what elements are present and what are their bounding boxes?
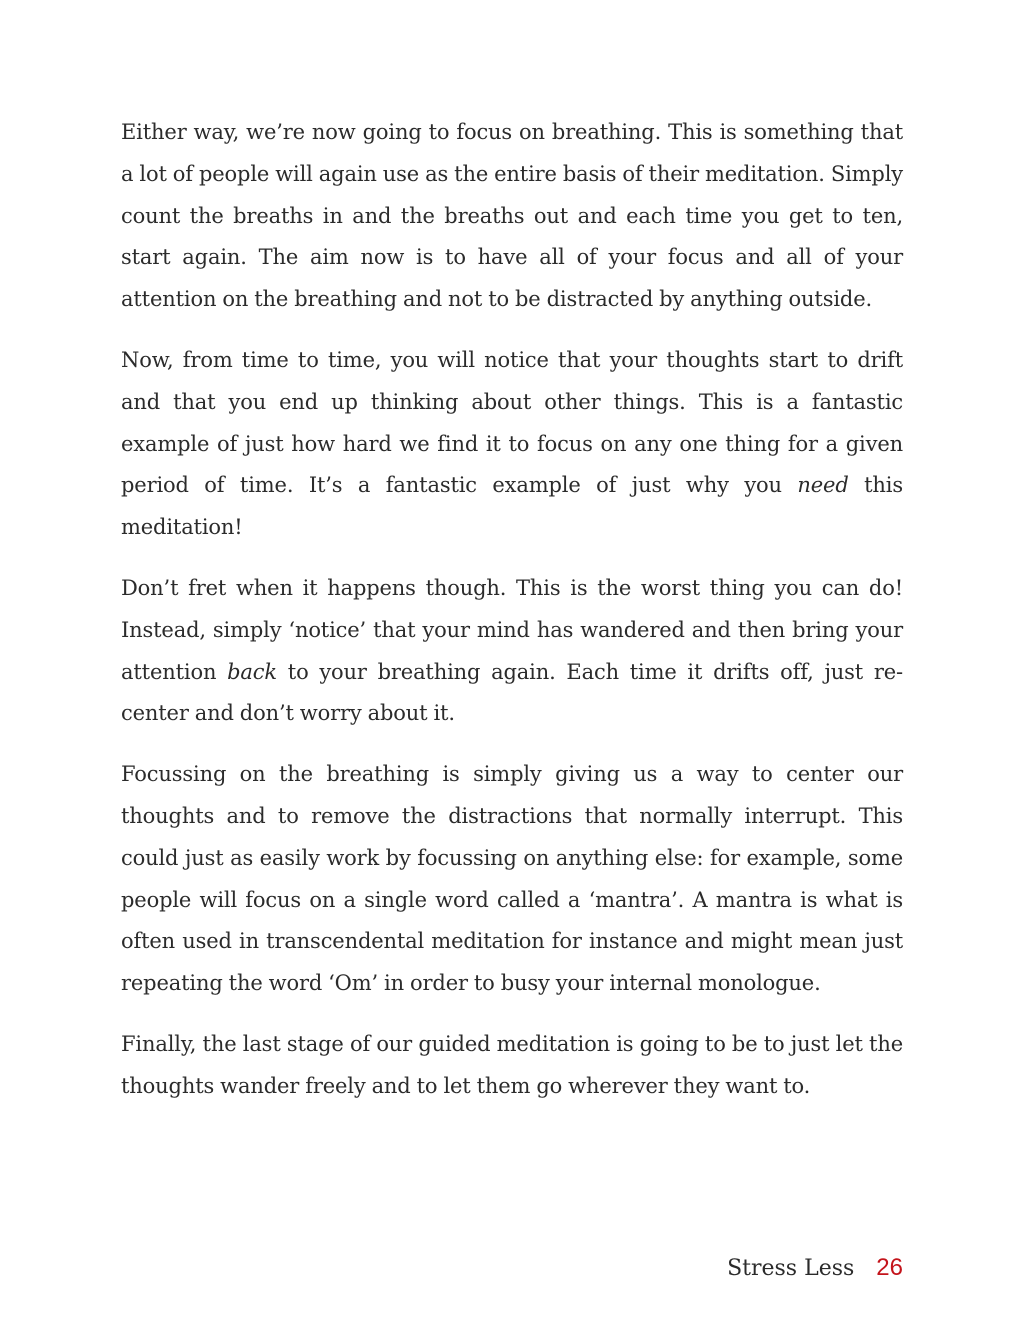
paragraph-mantra <box>121 754 903 1005</box>
emphasis-need: need <box>797 473 849 498</box>
paragraph-text: this meditation! <box>121 473 903 540</box>
paragraph-final-stage <box>121 1024 903 1108</box>
paragraph-dont-fret <box>121 568 903 735</box>
paragraph-text: Don’t fret when it happens though. This is the worst thing you can do! Instead, simply ‘notice’ that your mind has wandered and then bring your attention <box>121 575 903 684</box>
paragraph-text: to your breathing again. Each time it drifts off, just re-center and don’t worry about it. <box>121 659 904 726</box>
paragraph-text: Focussing on the breathing is simply giving us a way to center our thoughts and to remove the distractions that normally interrupt. This could just as easily work by focussing on anything else: for example, some people will focus on a single word called a ‘mantra’. A mantra is what is often used in transcendental meditation for instance and might mean just repeating the word ‘Om’ in order to busy your internal monologue. <box>121 762 903 996</box>
paragraph-breathing-focus <box>121 112 903 321</box>
page-footer <box>727 1254 903 1282</box>
paragraph-text: Finally, the last stage of our guided meditation is going to be to just let the thoughts wander freely and to let them go wherever they want to. <box>121 1031 903 1098</box>
page-body <box>121 112 903 1127</box>
emphasis-back: back <box>227 659 277 684</box>
page-number: 26 <box>876 1254 903 1281</box>
paragraph-text: Either way, we’re now going to focus on breathing. This is something that a lot of people will again use as the entire basis of their meditation. Simply count the breaths in and the breaths out and each time you get to ten, start again. The aim now is to have all of your focus and all of your attention on the breathing and not to be distracted by anything outside. <box>121 120 903 312</box>
paragraph-thoughts-drift <box>121 340 903 549</box>
book-title: Stress Less <box>727 1256 855 1281</box>
paragraph-text: Now, from time to time, you will notice that your thoughts start to drift and that you end up thinking about other things. This is a fantastic example of just how hard we find it to focus on any one thing for a given period of time. It’s a fantastic example of just why you <box>121 347 903 498</box>
